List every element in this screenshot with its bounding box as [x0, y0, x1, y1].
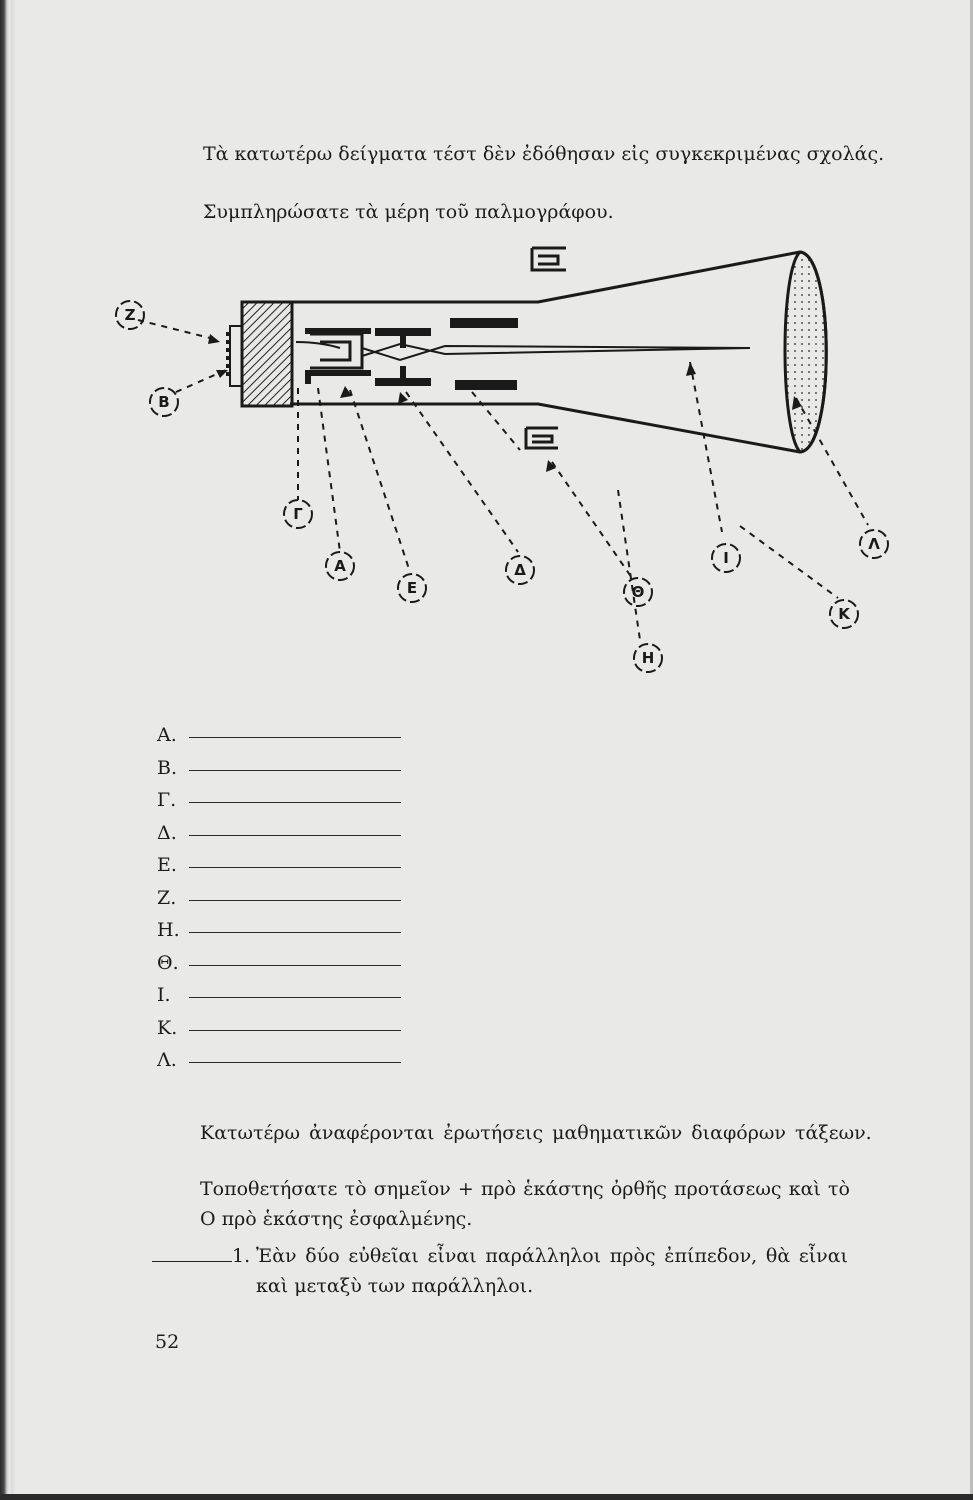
cathode-assembly: [310, 334, 362, 368]
part-label-markers: [116, 301, 888, 672]
answer-row: [157, 756, 401, 789]
svg-text:Ι: Ι: [723, 549, 729, 567]
answer-label: Ε.: [157, 854, 177, 876]
svg-text:Θ: Θ: [631, 583, 645, 601]
answer-row: [157, 788, 401, 821]
answer-blank[interactable]: [189, 853, 401, 868]
answer-label: Κ.: [157, 1016, 178, 1039]
svg-text:Κ: Κ: [838, 605, 850, 623]
label-epsilon: [398, 574, 426, 602]
question-answer-blank[interactable]: [152, 1247, 232, 1262]
base-pins: [226, 326, 242, 386]
label-delta: [506, 556, 534, 584]
fluorescent-screen: [785, 252, 826, 452]
answer-blank[interactable]: [189, 983, 401, 998]
answer-blank[interactable]: [189, 918, 401, 933]
answer-blank[interactable]: [189, 886, 401, 901]
answer-row: [157, 918, 401, 951]
answer-label: Α.: [157, 724, 177, 746]
answer-label: Γ.: [157, 789, 177, 811]
answer-row: [157, 951, 401, 984]
label-zeta: [116, 301, 144, 329]
page-number: 52: [155, 1331, 180, 1353]
answer-list: [157, 723, 401, 1081]
svg-text:Α: Α: [334, 557, 346, 575]
page-edge-left: [0, 0, 22, 1500]
svg-text:Ε: Ε: [406, 579, 418, 597]
deflection-coil-bottom: [526, 428, 558, 448]
question-text: Ἐὰν δύο εὐθεῖαι εἶναι παράλληλοι πρὸς ἐπίπεδον, θὰ εἶναι καὶ μεταξὺ των παράλληλοι.: [256, 1245, 848, 1297]
answer-row: [157, 853, 401, 886]
answer-label: Η.: [157, 919, 180, 941]
answer-blank[interactable]: [189, 1048, 401, 1063]
answer-blank[interactable]: [189, 788, 401, 803]
math-section-heading: Κατωτέρω ἀναφέρονται ἐρωτήσεις μαθηματικῶν διαφόρων τάξεων.: [200, 1122, 872, 1144]
answer-blank[interactable]: [189, 951, 401, 966]
svg-text:Η: Η: [641, 649, 655, 667]
answer-label: Θ.: [157, 951, 179, 974]
answer-label: Ι.: [157, 984, 171, 1006]
answer-row: [157, 983, 401, 1016]
label-beta: [150, 388, 178, 416]
oscilloscope-diagram: [100, 230, 920, 690]
answer-row: [157, 1048, 401, 1081]
question-1: [152, 1241, 852, 1297]
tube-base: [242, 302, 292, 406]
answer-row: [157, 1016, 401, 1049]
svg-text:Ζ: Ζ: [124, 306, 136, 324]
answer-row: [157, 723, 401, 756]
answer-blank[interactable]: [189, 723, 401, 738]
label-gamma: [284, 500, 312, 528]
true-false-instruction: Τοποθετήσατε τὸ σημεῖον + πρὸ ἑκάστης ὀρθῆς προτάσεως καὶ τὸ Ο πρὸ ἑκάστης ἐσφαλμένης.: [200, 1178, 850, 1230]
label-iota: [712, 544, 740, 572]
intro-line: Τὰ κατωτέρω δείγματα τέστ δὲν ἐδόθησαν εἰς συγκεκριμένας σχολάς.: [203, 143, 885, 165]
svg-text:Β: Β: [158, 393, 170, 411]
label-theta: [624, 578, 652, 606]
answer-blank[interactable]: [189, 756, 401, 771]
answer-label: Λ.: [157, 1049, 177, 1071]
oscilloscope-instruction: Συμπληρώσατε τὰ μέρη τοῦ παλμογράφου.: [203, 201, 614, 223]
accelerating-anode: [375, 328, 431, 386]
svg-text:Δ: Δ: [514, 561, 526, 579]
deflection-coil-top: [532, 248, 566, 270]
page-edge-bottom: [0, 1494, 973, 1500]
label-lambda: [860, 530, 888, 558]
answer-blank[interactable]: [189, 821, 401, 836]
question-number: 1.: [232, 1245, 251, 1267]
answer-row: [157, 821, 401, 854]
label-alpha: [326, 552, 354, 580]
label-kappa: [830, 600, 858, 628]
svg-text:Γ: Γ: [293, 505, 303, 523]
electron-beam: [362, 344, 750, 360]
answer-label: Β.: [157, 756, 178, 779]
answer-label: Ζ.: [157, 886, 177, 909]
answer-row: [157, 886, 401, 919]
answer-label: Δ.: [157, 821, 177, 844]
svg-text:Λ: Λ: [868, 535, 880, 553]
answer-blank[interactable]: [189, 1016, 401, 1031]
label-eta: [634, 644, 662, 672]
